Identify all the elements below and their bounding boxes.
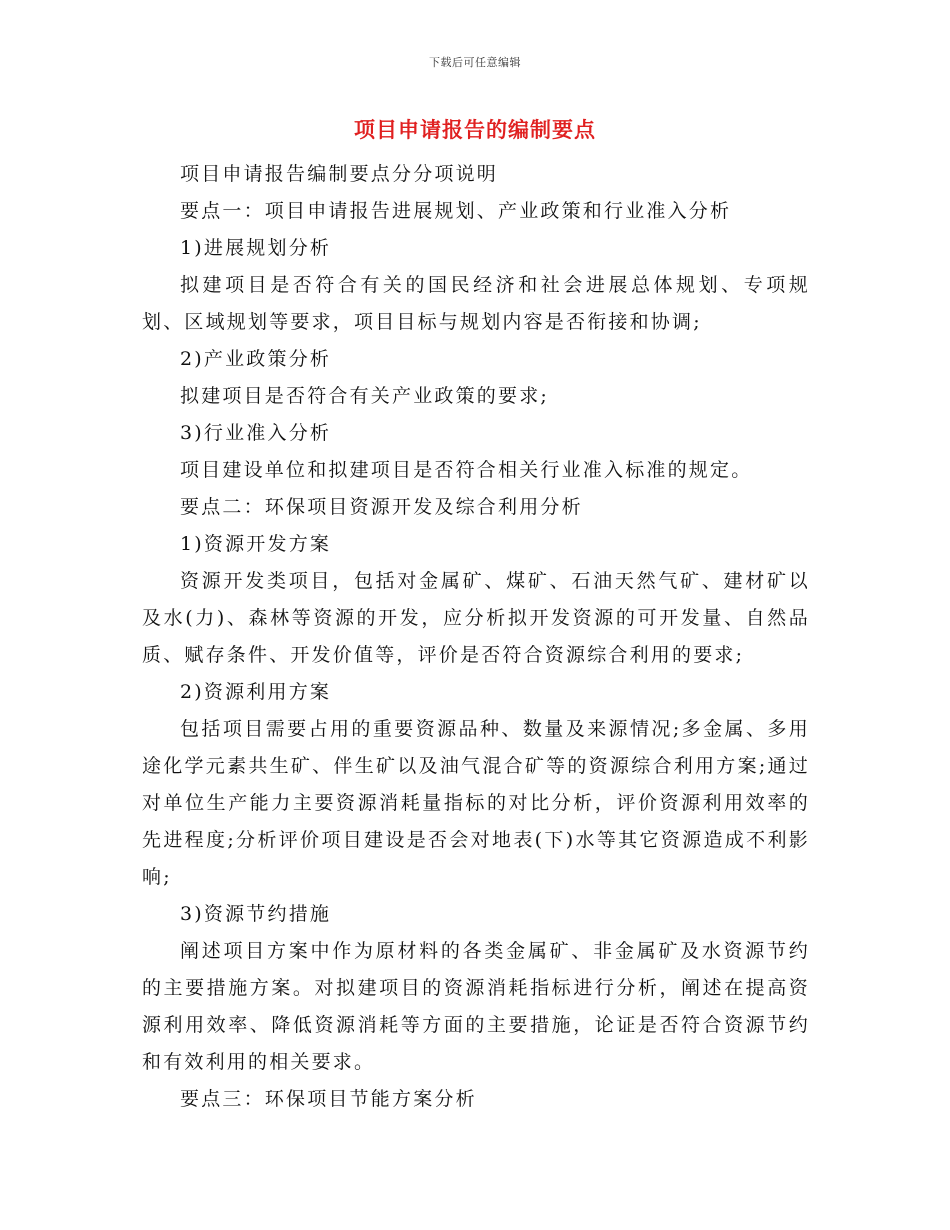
paragraph: 拟建项目是否符合有关的国民经济和社会进展总体规划、专项规划、区域规划等要求，项目目标与规划内容是否衔接和协调; bbox=[142, 274, 810, 333]
header-note: 下载后可任意编辑 bbox=[429, 56, 521, 69]
paragraph: 3)行业准入分析 bbox=[180, 422, 332, 444]
paragraph: 拟建项目是否符合有关产业政策的要求; bbox=[180, 385, 550, 407]
paragraph: 1)资源开发方案 bbox=[180, 533, 332, 555]
paragraph: 要点一：项目申请报告进展规划、产业政策和行业准入分析 bbox=[180, 200, 732, 222]
paragraph: 项目申请报告编制要点分分项说明 bbox=[180, 163, 499, 185]
paragraph: 包括项目需要占用的重要资源品种、数量及来源情况;多金属、多用途化学元素共生矿、伴生矿以及油气混合矿等的资源综合利用方案;通过对单位生产能力主要资源消耗量指标的对比分析，评价资源利用效率的先进程度;分析评价项目建设是否会对地表(下)水等其它资源造成不利影响; bbox=[142, 718, 810, 888]
paragraph: 项目建设单位和拟建项目是否符合相关行业准入标准的规定。 bbox=[180, 459, 753, 481]
document-title: 项目申请报告的编制要点 bbox=[354, 118, 596, 142]
paragraph: 2)资源利用方案 bbox=[180, 681, 332, 703]
paragraph: 1)进展规划分析 bbox=[180, 237, 332, 259]
document-body bbox=[142, 156, 810, 1118]
paragraph: 要点二：环保项目资源开发及综合利用分析 bbox=[180, 496, 583, 518]
paragraph: 要点三：环保项目节能方案分析 bbox=[180, 1088, 477, 1110]
paragraph: 资源开发类项目，包括对金属矿、煤矿、石油天然气矿、建材矿以及水(力)、森林等资源的开发，应分析拟开发资源的可开发量、自然品质、赋存条件、开发价值等，评价是否符合资源综合利用的要求; bbox=[142, 570, 810, 666]
paragraph: 2)产业政策分析 bbox=[180, 348, 332, 370]
paragraph: 阐述项目方案中作为原材料的各类金属矿、非金属矿及水资源节约的主要措施方案。对拟建项目的资源消耗指标进行分析，阐述在提高资源利用效率、降低资源消耗等方面的主要措施，论证是否符合资源节约和有效利用的相关要求。 bbox=[142, 940, 810, 1073]
paragraph: 3)资源节约措施 bbox=[180, 903, 332, 925]
